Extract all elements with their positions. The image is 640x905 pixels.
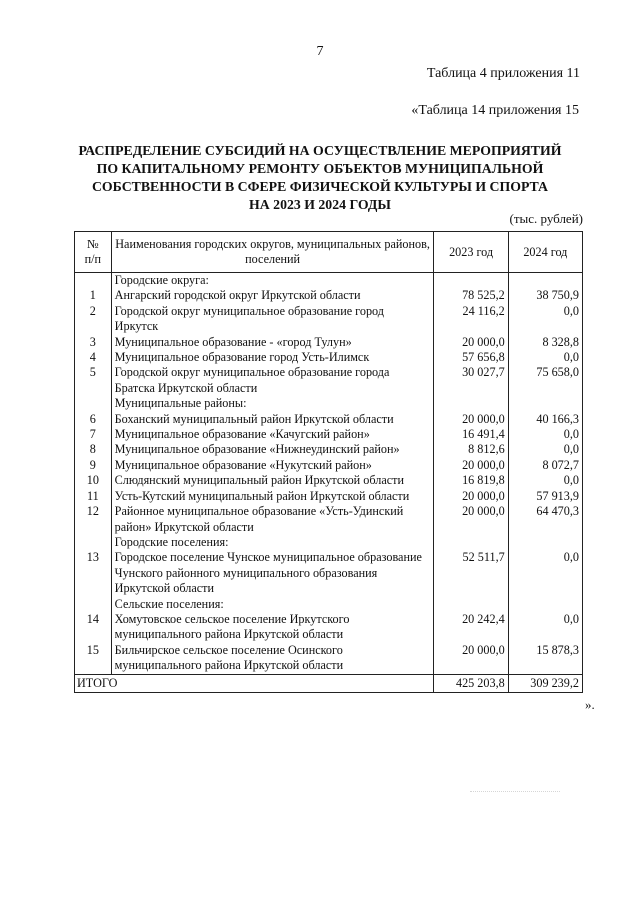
row-2024-value: 0,0 [508,427,582,442]
row-2023-value: 24 116,2 [434,304,508,335]
row-2024-value: 0,0 [508,550,582,596]
row-2023-value: 20 000,0 [434,412,508,427]
row-number: 13 [75,550,112,596]
total-2023-value: 425 203,8 [434,674,508,692]
cell-empty [434,535,508,550]
row-name: Муниципальное образование «Нижнеудинский район» [111,442,434,457]
table-row [75,643,583,674]
total-2024-value: 309 239,2 [508,674,582,692]
row-2024-value: 0,0 [508,612,582,643]
document-title [60,142,580,214]
row-name: Муниципальное образование - «город Тулун» [111,335,434,350]
cell-empty [434,597,508,612]
row-number: 4 [75,350,112,365]
row-number: 12 [75,504,112,535]
row-2023-value: 20 242,4 [434,612,508,643]
table-row [75,335,583,350]
title-line: ПО КАПИТАЛЬНОМУ РЕМОНТУ ОБЪЕКТОВ МУНИЦИПАЛЬНОЙ [96,161,544,176]
cell-empty [508,535,582,550]
row-2023-value: 16 491,4 [434,427,508,442]
row-2023-value: 8 812,6 [434,442,508,457]
row-2024-value: 57 913,9 [508,489,582,504]
row-2023-value: 20 000,0 [434,489,508,504]
header-number [75,232,112,273]
table-row [75,612,583,643]
cell-empty [75,273,112,289]
section-row [75,535,583,550]
cell-empty [508,396,582,411]
row-number: 6 [75,412,112,427]
title-line: НА 2023 И 2024 ГОДЫ [249,197,391,212]
row-number: 10 [75,473,112,488]
cell-empty [434,273,508,289]
units-label: (тыс. рублей) [509,211,583,226]
table-row [75,304,583,335]
table-row [75,350,583,365]
row-2024-value: 0,0 [508,473,582,488]
row-2023-value: 20 000,0 [434,335,508,350]
row-2024-value: 40 166,3 [508,412,582,427]
row-2024-value: 8 328,8 [508,335,582,350]
row-2024-value: 64 470,3 [508,504,582,535]
row-number: 8 [75,442,112,457]
header-name: Наименования городских округов, муниципальных районов, поселений [111,232,434,273]
total-label: ИТОГО [75,674,434,692]
row-2023-value: 20 000,0 [434,504,508,535]
row-number: 5 [75,365,112,396]
row-2023-value: 30 027,7 [434,365,508,396]
row-number: 7 [75,427,112,442]
header-number-abbr: п/п [84,252,102,266]
page-number: 7 [316,44,324,59]
table-row [75,473,583,488]
row-2024-value: 15 878,3 [508,643,582,674]
cell-empty [434,396,508,411]
row-2024-value: 38 750,9 [508,288,582,303]
row-2024-value: 0,0 [508,442,582,457]
table-row [75,412,583,427]
row-name: Слюдянский муниципальный район Иркутской области [111,473,434,488]
row-2023-value: 52 511,7 [434,550,508,596]
title-line: РАСПРЕДЕЛЕНИЕ СУБСИДИЙ НА ОСУЩЕСТВЛЕНИЕ МЕРОПРИЯТИЙ [78,143,562,158]
row-number: 11 [75,489,112,504]
table-row [75,288,583,303]
table-reference-appendix-15: «Таблица 14 приложения 15 [411,103,579,118]
table-row [75,550,583,596]
row-2024-value: 0,0 [508,350,582,365]
row-2023-value: 57 656,8 [434,350,508,365]
section-row [75,396,583,411]
row-2024-value: 0,0 [508,304,582,335]
header-number-symbol: № [87,237,99,251]
table-row [75,504,583,535]
table-row [75,442,583,457]
row-2024-value: 75 658,0 [508,365,582,396]
section-label: Городские поселения: [111,535,434,550]
section-row [75,273,583,289]
row-name: Городской округ муниципальное образование город Иркутск [111,304,434,335]
table-row [75,489,583,504]
header-2024: 2024 год [508,232,582,273]
cell-empty [75,396,112,411]
row-name: Городской округ муниципальное образование города Братска Иркутской области [111,365,434,396]
cell-empty [75,597,112,612]
row-2023-value: 78 525,2 [434,288,508,303]
header-2023: 2023 год [434,232,508,273]
row-name: Районное муниципальное образование «Усть-Удинский район» Иркутской области [111,504,434,535]
table-reference-appendix-11: Таблица 4 приложения 11 [426,66,580,81]
section-label: Городские округа: [111,273,434,289]
row-2023-value: 16 819,8 [434,473,508,488]
row-2023-value: 20 000,0 [434,458,508,473]
title-line: СОБСТВЕННОСТИ В СФЕРЕ ФИЗИЧЕСКОЙ КУЛЬТУРЫ И СПОРТА [91,179,549,194]
section-label: Муниципальные районы: [111,396,434,411]
row-name: Хомутовское сельское поселение Иркутского муниципального района Иркутской области [111,612,434,643]
row-number: 14 [75,612,112,643]
table-header-row [75,232,583,273]
row-number: 2 [75,304,112,335]
section-label: Сельские поселения: [111,597,434,612]
subsidy-table [74,231,583,693]
closing-quote-mark: ». [585,697,595,712]
cell-empty [75,535,112,550]
row-name: Муниципальное образование «Качугский район» [111,427,434,442]
table-row [75,427,583,442]
cell-empty [508,273,582,289]
row-name: Городское поселение Чунское муниципальное образование Чунского районного муниципального образования Иркутской области [111,550,434,596]
row-2024-value: 8 072,7 [508,458,582,473]
row-name: Муниципальное образование «Нукутский район» [111,458,434,473]
row-name: Ангарский городской округ Иркутской области [111,288,434,303]
row-number: 1 [75,288,112,303]
section-row [75,597,583,612]
cell-empty [508,597,582,612]
total-row [75,674,583,692]
faint-scan-artifact [470,785,560,792]
row-name: Бильчирское сельское поселение Осинского муниципального района Иркутской области [111,643,434,674]
table-row [75,365,583,396]
row-number: 3 [75,335,112,350]
row-name: Усть-Кутский муниципальный район Иркутской области [111,489,434,504]
table-row [75,458,583,473]
row-number: 9 [75,458,112,473]
row-name: Боханский муниципальный район Иркутской области [111,412,434,427]
row-2023-value: 20 000,0 [434,643,508,674]
row-number: 15 [75,643,112,674]
row-name: Муниципальное образование город Усть-Илимск [111,350,434,365]
